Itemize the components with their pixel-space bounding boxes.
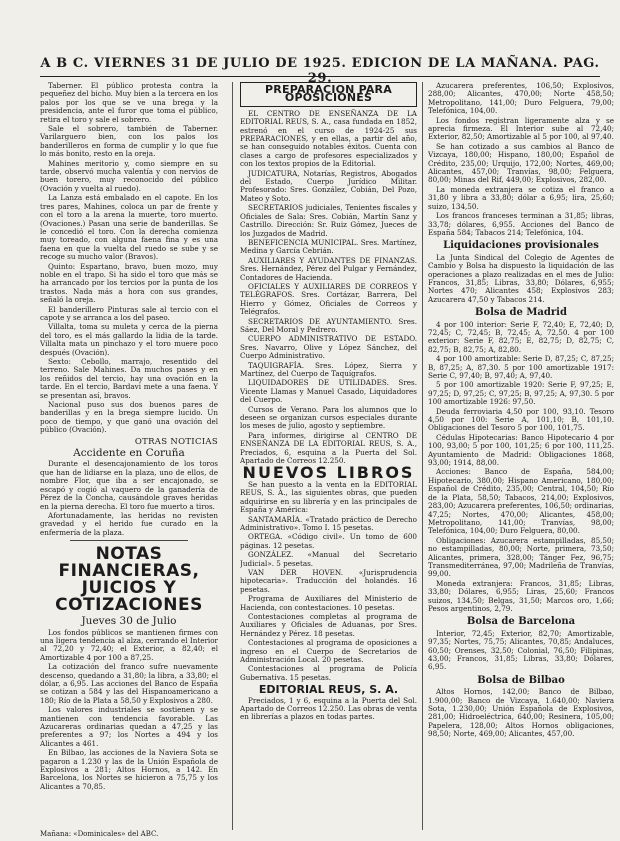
course-item: TAQUIGRAFÍA. Sres. López, Sierra y Martínez, del Cuerpo de Taquígrafos. <box>240 360 417 378</box>
publisher-address: Preciados, 1 y 6, esquina a la Puerta del Sol. Apartado de Correos 12.250. Las obras de venta en librerías a plazos en todas partes. <box>240 695 417 722</box>
section-heading-liquidaciones: Liquidaciones provisionales <box>443 240 599 252</box>
section-heading-bolsa-barcelona: Bolsa de Barcelona <box>466 616 576 628</box>
course-item: OFICIALES Y AUXILIARES DE CORREOS Y TELÉGRAFOS. Sres. Cortázar, Barrera, Del Hierro y Gómez, Oficiales de Correos y Telégrafos. <box>240 281 417 317</box>
paragraph: Los francos franceses terminan a 31,85; libras, 33,78; dólares, 6,955. Acciones del Banco de España 584; Tabacos 214; Telefónica, 104. <box>428 211 614 237</box>
course-item: CUERPO ADMINISTRATIVO DE ESTADO. Sres. Navarro, Olive y López Sánchez, del Cuerpo Administrativo. <box>240 334 417 361</box>
divider <box>70 540 188 541</box>
quote-list: 4 por 100 interior: Serie F, 72,40; E, 72,40; D, 72,45; C, 72,45; B, 72,45; A, 72,50. 4 por 100 exterior: Serie F, 82,75; E, 82,75; D, 82,75; C, 82,75; B, 82,75; A, 82,80. <box>428 319 614 354</box>
paragraph: El banderillero Pinturas sale al tercio con el capote y se arranca a los del paseo. <box>40 304 218 322</box>
paragraph: La cotización del franco sufre nuevamente descenso, quedando a 31,80; la libra, a 33,80; el dólar, a 6,95. Las acciones del Banco de España se cotizan a 584 y las del Hispanoamericano a 180; Río de la Plata a 58,50 y Explosivos a 280. <box>40 662 218 705</box>
paragraph: EL CENTRO DE ENSEÑANZA DE LA EDITORIAL REUS, S. A., casa fundada en 1852, estrenó en el curso de 1924-25 sus PREPARACIONES, y en ellas, a partir del año, se han conseguido notables éxitos. Cuenta con clases a cargo de profesores especializados y con los textos propios de la Editorial. <box>240 108 417 169</box>
section-heading-otras: OTRAS NOTICIAS <box>134 436 218 447</box>
course-item: Para informes, dirigirse al CENTRO DE ENSEÑANZA DE LA EDITORIAL REUS, S. A., Preciados, 6, esquina a la Puerta del Sol. Apartado de Correos 12.250. <box>240 430 417 466</box>
quote-list: Cédulas Hipotecarias: Banco Hipotecario 4 por 100, 93,00; 5 por 100, 101,25; 6 por 100, 111,25. Ayuntamiento de Madrid: Obligaciones 1868, 93,00; 1914, 88,00. <box>428 432 614 468</box>
quote-list: 5 por 100 amortizable 1920: Serie F, 97,25; E, 97,25; D, 97,25; C, 97,25; B, 97,25; A, 97,30. 5 por 100 amortizable 1926: 97,50. <box>428 380 614 407</box>
quote-list: Moneda extranjera: Francos, 31,85; Libras, 33,80; Dólares, 6,955; Liras, 25,60; Francos suizos, 134,50; Belgas, 31,50; Marcos oro, 1,66; Pesos argentinos, 2,79. <box>428 578 614 613</box>
quote-list: Obligaciones: Azucarera estampilladas, 85,50; no estampilladas, 80,00; Norte, primera, 73,50; Alicantes, primera, 328,00; Tánger Fez, 96,75; Transmediterránea, 97,00; Madrileña de Tranvías, 99,00. <box>428 535 614 579</box>
paragraph: Sale el sobrero, también de Taberner. Varilarguero bien, con los palos los banderilleros en forma de cumplir y lo que fue lo más bonito, resto en la oreja. <box>40 124 218 159</box>
column-rule <box>232 82 233 830</box>
book-item: Contestaciones al programa de Policía Gubernativa. 15 pesetas. <box>240 664 417 682</box>
paragraph: Quinto: Espartano, bravo, buen mozo, muy noble en el trapo. Si ha sido el toro que más se ha arrancado por los tercios por la punta de los trastos. Nada más a hora con sus grandes, señaló la oreja. <box>40 261 218 305</box>
publisher-name: EDITORIAL REUS, S. A. <box>258 683 399 697</box>
column-left <box>40 82 218 830</box>
course-item: AUXILIARES Y AYUDANTES DE FINANZAS. Sres. Hernández, Pérez del Pulgar y Fernández, Contadores de Hacienda. <box>240 255 417 282</box>
book-item: ORTEGA. «Código civil». Un tomo de 600 páginas. 12 pesetas. <box>240 532 417 550</box>
section-heading-nuevos-libros: NUEVOS LIBROS <box>242 463 415 483</box>
book-item: Programa de Auxiliares del Ministerio de Hacienda, con contestaciones. 10 pesetas. <box>240 594 417 612</box>
book-item: Contestaciones completas al programa de Auxiliares y Oficiales de Aduanas, por Sres. Hernández y Pérez. 18 pesetas. <box>240 611 417 638</box>
date-heading: Jueves 30 de Julio <box>81 615 177 628</box>
paragraph: Sexto: Cebollo, marrajo, resentido del terreno. Sale Mahines. Da muchos pases y en los reñidos del tercio, hay una ovación en la tarde. En el tercio, Bardavi mete a una faena. Y se presentan así, bravos. <box>40 357 218 400</box>
course-item: JUDICATURA, Notarías, Registros, Abogados del Estado, Cuerpo Jurídico Militar. Profesorado: Sres. González, Cobián, Del Pozo, Mateo y Soto. <box>240 168 417 203</box>
course-item: LIQUIDADORES DE UTILIDADES. Sres. Vicente Llamas y Manuel Casado, Liquidadores del Cuerpo. <box>240 378 417 405</box>
page-footer-note: Mañana: «Dominicales» del ABC. <box>40 830 159 838</box>
paragraph: Afortunadamente, las heridas no revisten gravedad y el herido fue curado en la enfermería de la plaza. <box>40 510 218 537</box>
quote-list: Deuda ferroviaria 4,50 por 100, 93,10. Tesoro 4,50 por 100: Serie A, 101,10; B, 101,10. Obligaciones del Tesoro 5 por 100, 101,75. <box>428 406 614 433</box>
paragraph: Los valores industriales se sostienen y se mantienen con tendencia favorable. Las Azucareras ordinarias quedan a 47,25 y las preferentes a 97; los Nortes a 494 y los Alicantes a 461. <box>40 705 218 748</box>
section-heading-bolsa-madrid: Bolsa de Madrid <box>475 307 567 319</box>
course-item: SECRETARIOS DE AYUNTAMIENTO. Sres. Sáez, Del Moral y Pedrero. <box>240 316 417 334</box>
paragraph: Los fondos registran ligeramente alza y se aprecia firmeza. El Interior sube al 72,40; Exterior, 82,50; Amortizable al 5 por 100, al 97,40. <box>428 115 614 142</box>
course-item: Cursos de Verano. Para los alumnos que lo deseen se organizan cursos especiales durante los meses de julio, agosto y septiembre. <box>240 404 417 431</box>
paragraph: Azucarera preferentes, 106,50; Explosivos, 288,00; Alicantes, 470,00; Norte 458,50; Metropolitano, 141,00; Duro Felguera, 79,00; Telefónica, 104,00. <box>428 82 614 116</box>
paragraph: Se han puesto a la venta en la EDITORIAL REUS, S. A., las siguientes obras, que pueden adquirirse en su librería y en las principales de España y América: <box>240 479 417 515</box>
book-item: VAN DER HOVEN. «Jurisprudencia hipotecaria». Traducción del holandés. 16 pesetas. <box>240 567 417 594</box>
paragraph: Se han cotizado a sus cambios al Banco de Vizcaya, 180,00; Hispano, 180,00; Español de Crédito, 235,00; Urquijo, 172,00; Nortes, 469,00; Alicantes, 457,00; Tranvías, 98,00; Felguera, 80,00; Minas del Rif, 449,00; Explosivos, 282,00. <box>428 141 614 185</box>
ad-title-oposiciones: PREPARACION PARA OPOSICIONES <box>240 82 417 107</box>
course-item: SECRETARIOS judiciales, Tenientes fiscales y Oficiales de Sala: Sres. Cobián, Martín Sanz y Castrillo. Dirección: Sr. Ruiz Gómez, Jueces de los Juzgados de Madrid. <box>240 203 417 238</box>
paragraph: Nacional puso sus dos buenos pares de banderillas y en la brega siempre lucido. Un poco de tiempo, y que ganó una ovación del público (Ovación). <box>40 400 218 435</box>
paragraph: En Bilbao, las acciones de la Naviera Sota se pagaron a 1.230 y las de la Unión Española de Explosivos a 281; Altos Hornos, a 142. En Barcelona, los Nortes se hicieron a 75,75 y los Alicantes a 70,85. <box>40 748 218 791</box>
quote-list: Acciones: Banco de España, 584,00; Hipotecario, 380,00; Hispano Americano, 180,00; Español de Crédito, 235,00; Central, 104,50; Río de la Plata, 58,50; Tabacos, 214,00; Explosivos, 283,00; Azucarera preferentes, 106,50; ordinarias, 47,25; Nortes, 470,00; Alicantes, 458,00; Metropolitano, 141,00; Tranvías, 98,00; Telefónica, 104,00; Duro Felguera, 80,00. <box>428 467 614 536</box>
column-right <box>428 82 614 830</box>
section-heading-bolsa-bilbao: Bolsa de Bilbao <box>477 674 565 686</box>
quote-list: Altos Hornos, 142,00; Banco de Bilbao, 1.900,00; Banco de Vizcaya, 1.640,00; Naviera Sota, 1.230,00; Unión Española de Explosivos, 281,00; Hidroeléctrica, 640,00; Resinera, 105,00; Papelera, 128,00; Altos Hornos obligaciones, 98,50; Norte, 469,00; Alicantes, 457,00. <box>428 687 614 739</box>
paragraph: Durante el desencajonamiento de los toros que han de lidiarse en la plaza, uno de ellos, de nombre Flor, que iba a ser encajonado, se escapó y cogió al vaquero de la ganadería de Pérez de la Concha, causándole graves heridas en la pierna derecha. El toro fue muerto a tiros. <box>40 459 218 511</box>
column-middle <box>240 82 417 830</box>
book-item: GONZÁLEZ. «Manual del Secretario Judicial». 5 pesetas. <box>240 550 417 568</box>
paragraph: Taberner. El público protesta contra la pequeñez del bicho. Muy bien a la tercera en los palos por los que se ve una brega y la presidencia, ante el furor que toma el público, retira el toro y sale el sobrero. <box>40 82 218 124</box>
paragraph: Los fondos públicos se mantienen firmes con una ligera tendencia al alza, cerrando el Interior al 72,20 y 72,40; el Exterior, a 82,40; el Amortizable 4 por 100 a 87,25. <box>40 627 218 662</box>
course-item: BENEFICENCIA MUNICIPAL. Sres. Martínez, Medina y García Cebrián. <box>240 237 417 256</box>
paragraph: La moneda extranjera se cotiza el franco a 31,80 y libra a 33,80; dólar a 6,95; lira, 25,60; suizo, 134,50. <box>428 184 614 211</box>
paragraph: La Lanza está embalado en el capote. En los tres pares, Mahines, coloca un par de frente y con el toro a la arena la muerte, toro muerto. (Ovaciones.) Pasan una serie de banderillas. Se le concedió el toro. Con la derecha comienza muy toreado, con alguna faena fina y es una faena en que la vuelta del ruedo se sube y se recoge su mucho valor (Bravos). <box>40 193 218 262</box>
paragraph: La Junta Sindical del Colegio de Agentes de Cambio y Bolsa ha dispuesto la liquidación de las operaciones a plazo realizadas en el mes de Julio: Francos, 31,85; Libras, 33,80; Dólares, 6,955; Nortes 470; Alicantes 458; Explosivos 283; Azucarera 47,50 y Tabacos 214. <box>428 252 614 304</box>
paragraph: Villalta, toma su muleta y cerca de la pierna del toro, es el más gallardo la lidia de la tarde. Villalta mata un pinchazo y el toro muere poco después (Ovación). <box>40 322 218 357</box>
column-rule <box>422 82 423 830</box>
page-masthead: A B C. VIERNES 31 DE JULIO DE 1925. EDICION DE LA MAÑANA. PAG. 29. <box>40 56 600 86</box>
book-item: SANTAMARÍA. «Tratado práctico de Derecho Administrativo». Tomo I. 15 pesetas. <box>240 514 417 532</box>
paragraph: Mahines meritorio y, como siempre en su tarde, observó mucha valentía y con nervios de buen torero, muy reconocido del público (Ovación y vuelta al ruedo). <box>40 158 218 193</box>
book-item: Contestaciones al programa de oposiciones a ingreso en el Cuerpo de Secretarios de Administración Local. 20 pesetas. <box>240 638 417 664</box>
quote-list: 4 por 100 amortizable: Serie D, 87,25; C, 87,25; B, 87,25; A, 87,30. 5 por 100 amortizable 1917: Serie C, 97,40; B, 97,40; A, 97,40. <box>428 354 614 380</box>
section-heading-notas: NOTAS FINANCIERAS, JUICIOS Y COTIZACIONES <box>55 544 203 616</box>
quote-list: Interior, 72,45; Exterior, 82,70; Amortizable, 97,35; Nortes, 75,75; Alicantes, 70,85; Andaluces, 60,50; Orenses, 32,50; Colonial, 76,50; Filipinas, 43,00; Francos, 31,85; Libras, 33,80; Dólares, 6,95. <box>428 628 614 672</box>
article-title-accidente: Accidente en Coruña <box>73 447 185 460</box>
